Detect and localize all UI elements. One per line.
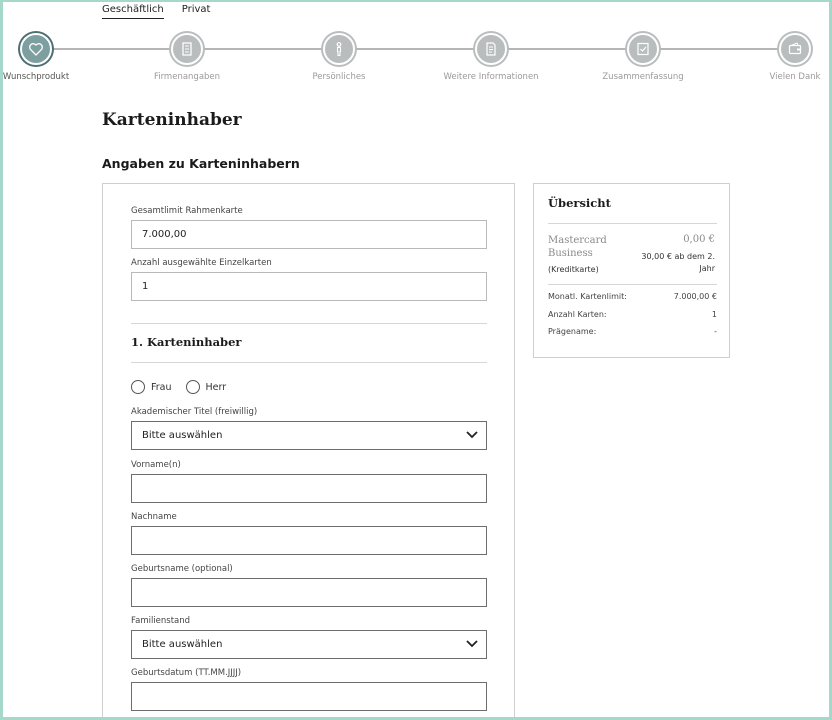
wallet-icon	[779, 33, 811, 65]
product-price: 0,00 €	[683, 234, 715, 245]
birth-date-label: Geburtsdatum (TT.MM.JJJJ)	[131, 668, 242, 678]
salutation-frau[interactable]	[131, 380, 172, 394]
chevron-down-icon	[466, 430, 478, 440]
summary-label: Anzahl Karten:	[548, 310, 607, 319]
radio-label-frau: Frau	[151, 381, 172, 393]
marital-status-select[interactable]	[131, 630, 487, 659]
summary-value: -	[714, 327, 717, 336]
summary-row-embossing-name	[548, 327, 717, 336]
total-limit-label: Gesamtlimit Rahmenkarte	[131, 206, 243, 216]
radio-button-herr[interactable]	[186, 380, 200, 394]
step-weitere-informationen[interactable]	[436, 33, 546, 82]
summary-label: Monatl. Kartenlimit:	[548, 292, 627, 301]
cardholder-subtitle: 1. Karteninhaber	[131, 335, 242, 349]
fee-line2: Jahr	[699, 264, 715, 273]
product-name-line2: Business	[548, 248, 593, 259]
heart-icon	[20, 33, 52, 65]
step-label: Wunschprodukt	[2, 72, 70, 82]
step-firmenangaben[interactable]	[132, 33, 242, 82]
document-icon	[475, 33, 507, 65]
step-label: Vielen Dank	[769, 72, 821, 82]
academic-title-value: Bitte auswählen	[142, 430, 223, 441]
salutation-radio-group	[131, 380, 240, 394]
step-label: Firmenangaben	[153, 72, 221, 82]
cardholder-form	[102, 183, 515, 720]
fee-line1: 30,00 € ab dem 2.	[641, 252, 715, 261]
step-persoenliches[interactable]	[284, 33, 394, 82]
summary-row-card-count	[548, 310, 717, 319]
section-title: Angaben zu Karteninhabern	[102, 156, 300, 171]
building-icon	[171, 33, 203, 65]
salutation-herr[interactable]	[186, 380, 227, 394]
radio-label-herr: Herr	[205, 381, 227, 393]
marital-status-value: Bitte auswählen	[142, 639, 223, 650]
first-name-label: Vorname(n)	[131, 460, 181, 470]
card-count-label: Anzahl ausgewählte Einzelkarten	[131, 258, 272, 268]
product-kind: (Kreditkarte)	[548, 265, 599, 274]
first-name-input[interactable]	[131, 474, 487, 503]
divider	[131, 362, 487, 363]
divider	[131, 323, 487, 324]
divider	[548, 223, 717, 224]
product-fee	[635, 251, 715, 275]
summary-value: 1	[711, 310, 717, 319]
last-name-label: Nachname	[131, 512, 177, 522]
product-name-line1: Mastercard	[548, 235, 607, 246]
academic-title-select[interactable]	[131, 421, 487, 450]
summary-label: Prägename:	[548, 327, 597, 336]
chevron-down-icon	[466, 639, 478, 649]
birth-name-label: Geburtsname (optional)	[131, 564, 233, 574]
divider	[548, 284, 717, 285]
customer-type-tabs	[102, 4, 210, 19]
product-name	[548, 234, 607, 260]
marital-status-label: Familienstand	[131, 616, 191, 626]
person-icon	[323, 33, 355, 65]
overview-title: Übersicht	[548, 196, 611, 210]
step-label: Weitere Informationen	[443, 72, 539, 82]
step-vielen-dank[interactable]	[740, 33, 832, 82]
overview-panel	[533, 183, 730, 358]
page-title: Karteninhaber	[102, 110, 242, 130]
birth-date-input[interactable]	[131, 682, 487, 711]
total-limit-input[interactable]: 7.000,00	[131, 220, 487, 249]
summary-row-limit	[548, 292, 717, 301]
academic-title-label: Akademischer Titel (freiwillig)	[131, 407, 258, 417]
step-zusammenfassung[interactable]	[588, 33, 698, 82]
tab-privat[interactable]: Privat	[181, 4, 211, 15]
step-wunschprodukt[interactable]	[0, 33, 91, 82]
card-count-input[interactable]: 1	[131, 272, 487, 301]
step-label: Zusammenfassung	[602, 72, 684, 82]
progress-stepper	[0, 33, 832, 93]
tab-geschaeftlich[interactable]: Geschäftlich	[102, 4, 164, 19]
step-label: Persönliches	[312, 72, 366, 82]
checklist-icon	[627, 33, 659, 65]
last-name-input[interactable]	[131, 526, 487, 555]
radio-button-frau[interactable]	[131, 380, 145, 394]
birth-name-input[interactable]	[131, 578, 487, 607]
summary-value: 7.000,00 €	[673, 292, 717, 301]
